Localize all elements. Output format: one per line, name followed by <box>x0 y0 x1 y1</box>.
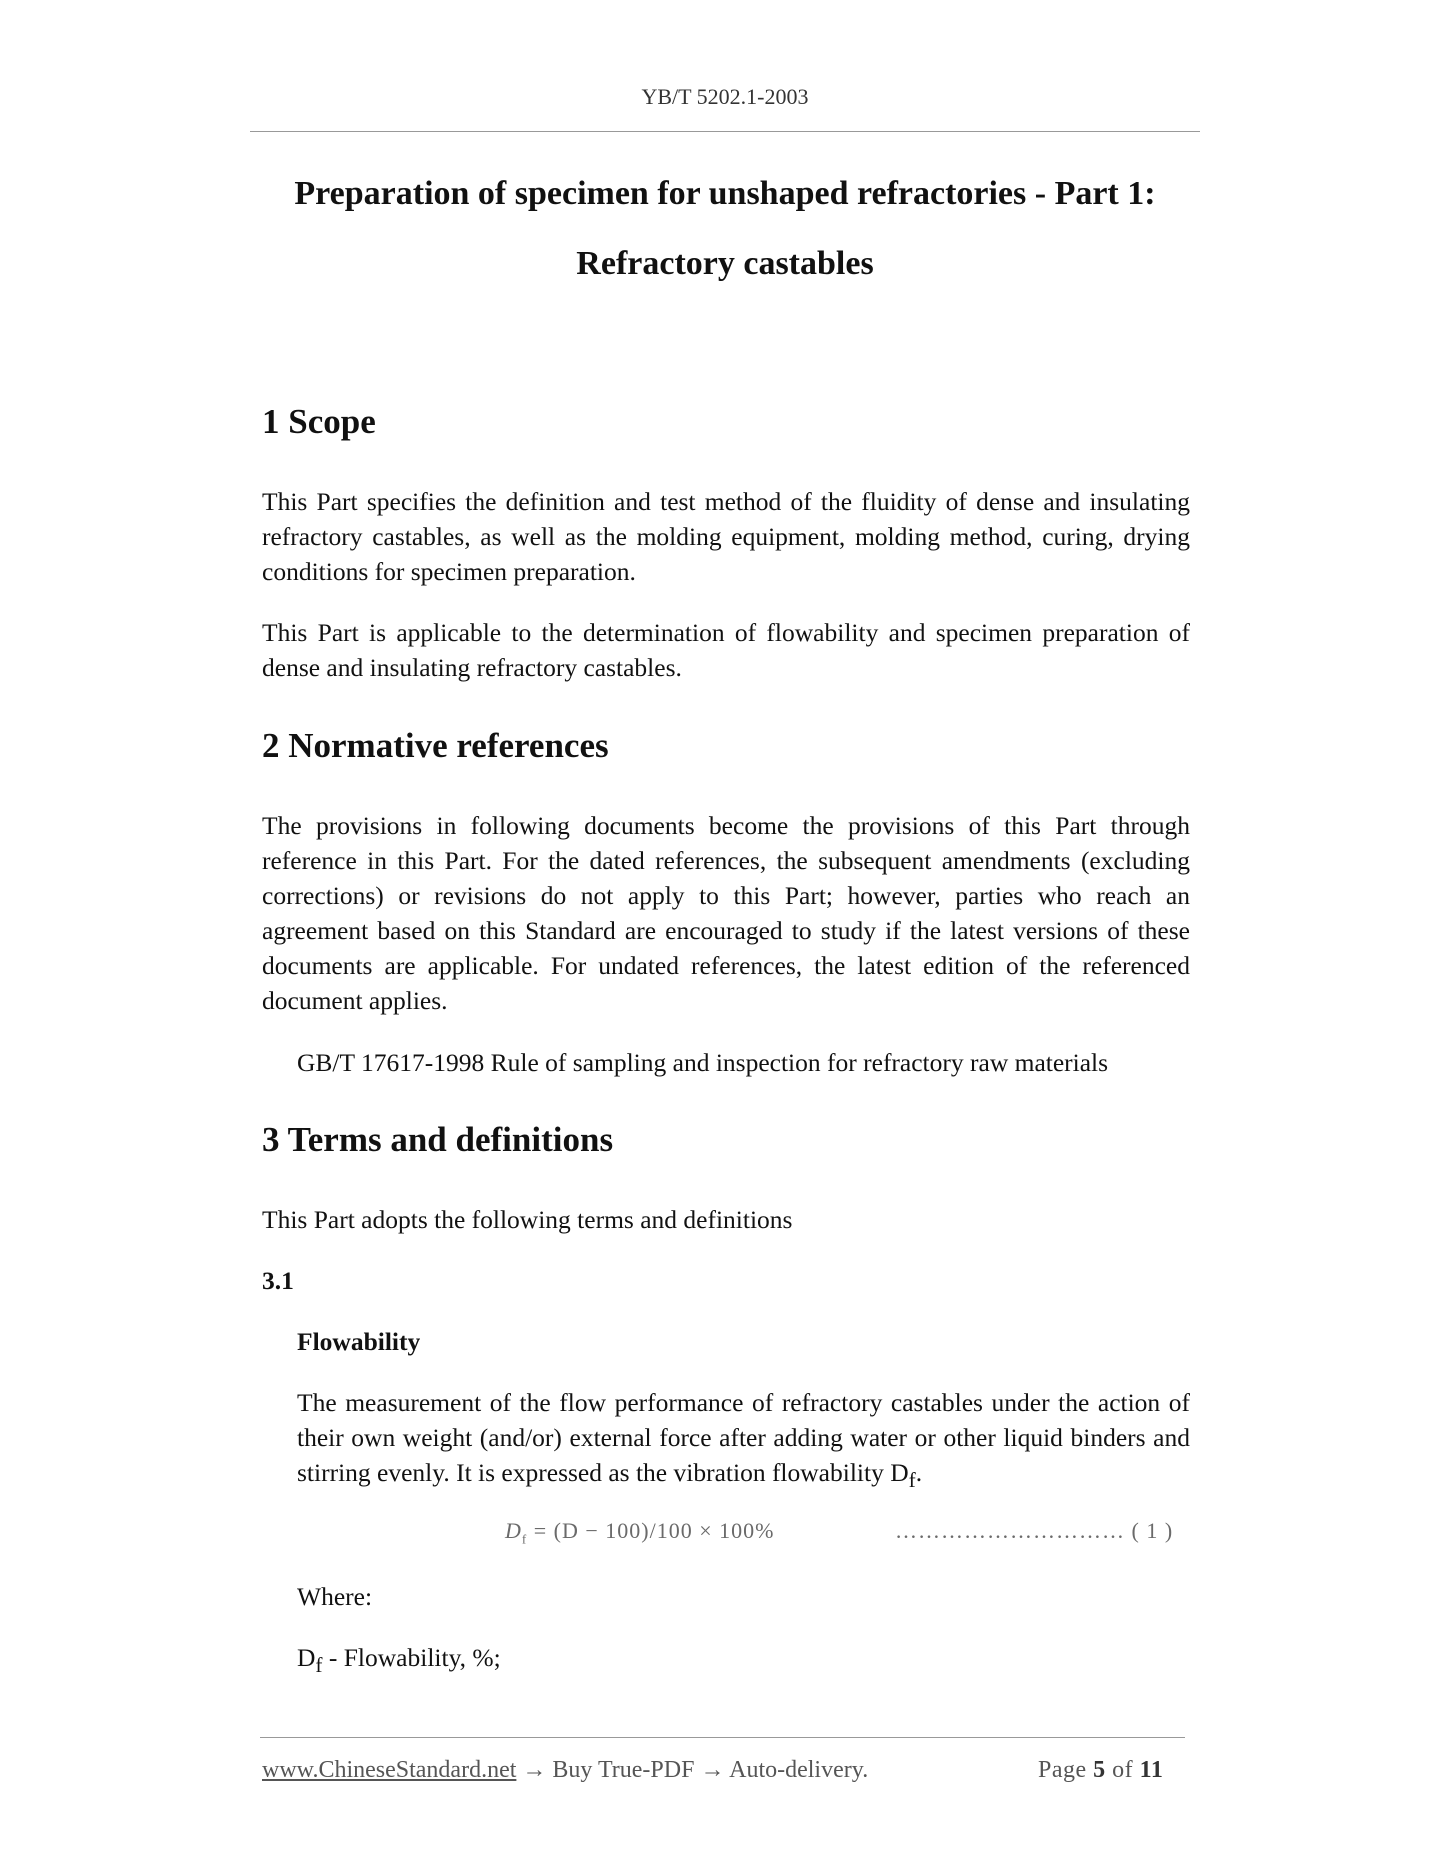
footer-promo <box>262 1757 868 1784</box>
terms-intro: This Part adopts the following terms and definitions <box>262 1205 793 1234</box>
page-word: Page <box>1038 1757 1087 1783</box>
scope-paragraph-2: This Part is applicable to the determination of flowability and specimen preparation of dense and insulating refractory castables. <box>262 618 1190 682</box>
formula-lhs: D <box>505 1518 522 1543</box>
term-definition-text: The measurement of the flow performance of refractory castables under the action of their own weight (and/or) external force after adding water or other liquid binders and stirring evenly. It is expressed as the vibration flowability D <box>297 1388 1190 1487</box>
section-heading-scope: 1 Scope <box>262 402 376 441</box>
current-page-number: 5 <box>1093 1757 1106 1783</box>
term-definition-subscript: f <box>908 1468 916 1493</box>
total-page-count: 11 <box>1139 1757 1164 1783</box>
of-word: of <box>1112 1757 1134 1783</box>
clause-number: 3.1 <box>262 1266 294 1295</box>
footer-site-link[interactable]: www.ChineseStandard.net <box>262 1757 517 1783</box>
normative-paragraph: The provisions in following documents become the provisions of this Part through reference in this Part. For the dated references, the subsequent amendments (excluding corrections) or revisions do not apply to this Part; however, parties who reach an agreement based on this Standard are encouraged to study if the latest versions of these documents are applicable. For undated references, the latest edition of the referenced document applies. <box>262 811 1190 1015</box>
document-title-line2: Refractory castables <box>576 245 874 282</box>
term-definition-end: . <box>915 1458 923 1487</box>
section-heading-terms: 3 Terms and definitions <box>262 1120 614 1159</box>
scope-paragraph-1: This Part specifies the definition and test method of the fluidity of dense and insulating refractory castables, as well as the molding equipment, molding method, curing, drying conditions for specimen preparation. <box>262 487 1190 586</box>
section-heading-normative-references: 2 Normative references <box>262 726 609 765</box>
term-definition <box>297 1385 1190 1498</box>
formula-expression <box>505 1518 774 1547</box>
page-indicator <box>1038 1757 1163 1784</box>
variable-definition <box>297 1640 1190 1683</box>
variable-subscript: f <box>315 1653 323 1678</box>
formula-lhs-subscript: f <box>521 1531 528 1547</box>
term-name: Flowability <box>297 1327 421 1356</box>
normative-reference-item: GB/T 17617-1998 Rule of sampling and inspection for refractory raw materials <box>297 1048 1109 1077</box>
header-divider <box>250 131 1200 132</box>
document-title-line1: Preparation of specimen for unshaped refractories - Part 1: <box>294 175 1156 212</box>
variable-symbol: D <box>297 1643 316 1672</box>
footer-promo-text: → Buy True-PDF → Auto-delivery. <box>516 1757 869 1783</box>
where-label: Where: <box>297 1582 373 1611</box>
formula-number: ………………………… ( 1 ) <box>895 1518 1174 1543</box>
formula-rhs: = (D − 100)/100 × 100% <box>527 1518 775 1543</box>
footer-divider <box>260 1737 1185 1738</box>
document-code-header: YB/T 5202.1-2003 <box>641 84 809 109</box>
variable-description: - Flowability, %; <box>322 1643 501 1672</box>
